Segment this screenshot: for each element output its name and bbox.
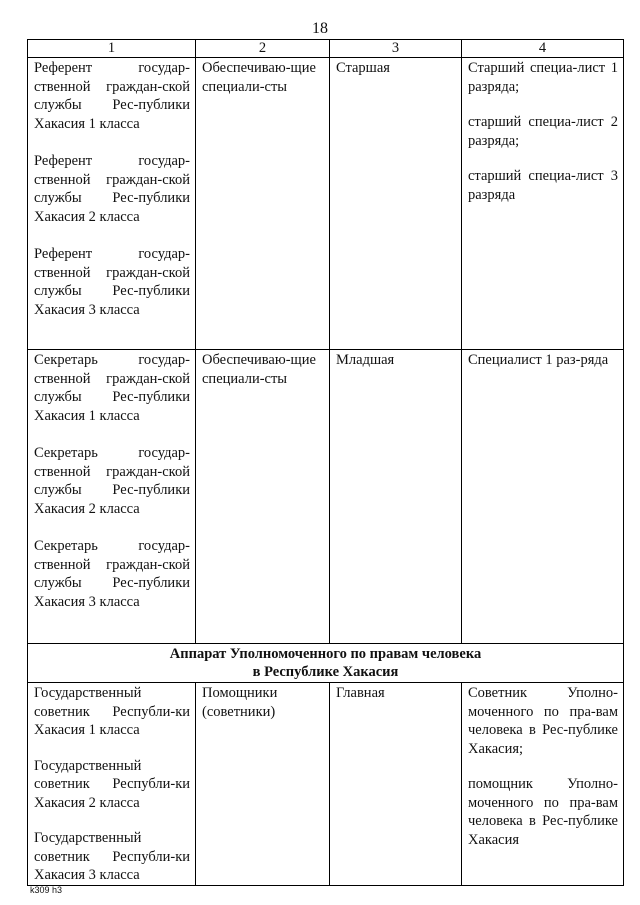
column-header: 1 xyxy=(28,40,196,58)
position-title: Государственный советник Республи-ки Хакасия 1 класса xyxy=(34,685,190,738)
group-cell xyxy=(330,350,462,644)
equivalent-position: старший специа-лист 2 разряда; xyxy=(468,114,618,149)
group-text: Младшая xyxy=(336,352,395,368)
position-title: Секретарь государ-ственной граждан-ской службы Рес-публики Хакасия 1 класса xyxy=(34,352,190,424)
position-title: Референт государ-ственной граждан-ской службы Рес-публики Хакасия 2 класса xyxy=(34,153,190,225)
position-title: Референт государ-ственной граждан-ской службы Рес-публики Хакасия 1 класса xyxy=(34,60,190,132)
group-text: Главная xyxy=(336,685,385,701)
column-header: 3 xyxy=(330,40,462,58)
column-header: 4 xyxy=(462,40,624,58)
category-cell xyxy=(196,350,330,644)
position-title: Государственный советник Республи-ки Хакасия 2 класса xyxy=(34,757,190,811)
table-header-row xyxy=(28,40,624,58)
equivalent-position: Специалист 1 раз-ряда xyxy=(468,352,609,368)
equivalent-positions-cell xyxy=(462,58,624,350)
group-text: Старшая xyxy=(336,60,390,76)
table-row xyxy=(28,58,624,350)
position-titles-cell xyxy=(28,350,196,644)
equivalent-position: Советник Уполно-моченного по пра-вам человека в Рес-публике Хакасия; xyxy=(468,685,618,757)
equivalent-positions-cell xyxy=(462,350,624,644)
table-row xyxy=(28,350,624,644)
equivalent-position: старший специа-лист 3 разряда xyxy=(468,168,618,203)
position-title: Секретарь государ-ственной граждан-ской службы Рес-публики Хакасия 2 класса xyxy=(34,445,190,517)
positions-table xyxy=(27,39,624,886)
page-number: 18 xyxy=(312,20,328,37)
category-cell xyxy=(196,683,330,886)
category-text: Обеспечиваю-щие специали-сты xyxy=(202,60,316,95)
equivalent-position: помощник Уполно-моченного по пра-вам человека в Рес-публике Хакасия xyxy=(468,776,618,848)
equivalent-position: Старший специа-лист 1 разряда; xyxy=(468,60,618,95)
group-cell xyxy=(330,683,462,886)
category-text: Обеспечиваю-щие специали-сты xyxy=(202,352,316,387)
section-header-row xyxy=(28,644,624,683)
position-title: Государственный советник Республи-ки Хакасия 3 класса xyxy=(34,830,190,883)
position-title: Секретарь государ-ственной граждан-ской службы Рес-публики Хакасия 3 класса xyxy=(34,538,190,610)
table-row xyxy=(28,683,624,886)
section-title xyxy=(28,644,624,683)
category-cell xyxy=(196,58,330,350)
equivalent-positions-cell xyxy=(462,683,624,886)
group-cell xyxy=(330,58,462,350)
category-text: Помощники (советники) xyxy=(202,685,278,720)
position-title: Референт государ-ственной граждан-ской службы Рес-публики Хакасия 3 класса xyxy=(34,246,190,318)
section-title-line: Аппарат Уполномоченного по правам человека xyxy=(169,646,482,662)
section-title-line: в Республике Хакасия xyxy=(252,664,399,680)
column-header: 2 xyxy=(196,40,330,58)
position-titles-cell xyxy=(28,683,196,886)
footer-code: k309 h3 xyxy=(30,885,63,895)
position-titles-cell xyxy=(28,58,196,350)
